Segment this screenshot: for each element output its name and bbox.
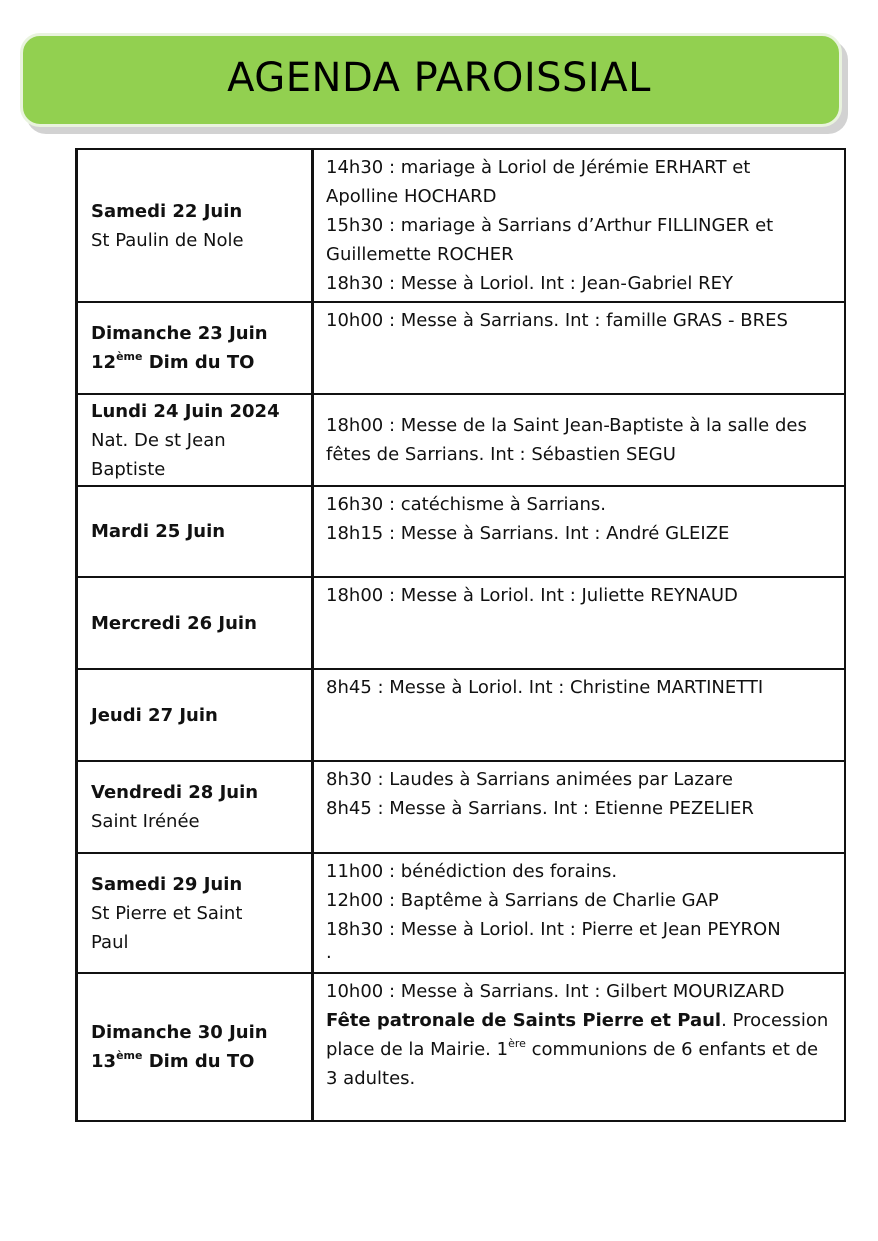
events-cell [313, 394, 846, 486]
day-subtitle: Baptiste [91, 458, 166, 480]
ordinal-suffix: ère [508, 1037, 526, 1050]
day-subtitle: St Pierre et Saint [91, 902, 243, 924]
ordinal-suffix: ème [116, 1049, 143, 1062]
feast-text: communions de 6 enfants et de [525, 1039, 819, 1060]
day-subtitle-text: Dim du TO [142, 352, 255, 373]
day-name: Samedi 22 Juin [91, 200, 243, 222]
day-name: Dimanche 23 Juin [91, 323, 268, 344]
ordinal-number: 13 [91, 1051, 117, 1072]
day-name: Lundi 24 Juin 2024 [91, 400, 280, 422]
day-cell [77, 973, 313, 1121]
event-line: Guillemette ROCHER [326, 244, 514, 265]
agenda-table [75, 148, 846, 1122]
event-line: 18h00 : Messe de la Saint Jean-Baptiste à la salle des [326, 415, 807, 436]
events-cell [313, 577, 846, 669]
event-line: 3 adultes. [326, 1068, 416, 1089]
day-name: Dimanche 30 Juin [91, 1022, 268, 1043]
page-title: AGENDA PAROISSIAL [227, 55, 651, 101]
event-line [326, 1035, 844, 1064]
table-row [77, 853, 846, 973]
day-subtitle: Nat. De st Jean [91, 429, 226, 451]
event-line: 14h30 : mariage à Loriol de Jérémie ERHART et [326, 157, 751, 178]
table-row [77, 973, 846, 1121]
event-line: 10h00 : Messe à Sarrians. Int : Gilbert MOURIZARD [326, 981, 785, 1002]
day-subtitle: Saint Irénée [91, 811, 200, 832]
event-line: Apolline HOCHARD [326, 186, 497, 207]
events-cell [313, 149, 846, 302]
events-cell [313, 761, 846, 853]
day-name: Vendredi 28 Juin [91, 782, 259, 803]
events-cell [313, 302, 846, 394]
ordinal-suffix: ème [116, 350, 143, 363]
event-line: 8h45 : Messe à Sarrians. Int : Etienne PEZELIER [326, 798, 754, 819]
table-row [77, 394, 846, 486]
event-line: . [326, 942, 332, 963]
event-line: 8h30 : Laudes à Sarrians animées par Lazare [326, 769, 733, 790]
ordinal-number: 12 [91, 352, 117, 373]
feast-text: place de la Mairie. 1 [326, 1039, 509, 1060]
day-name: Samedi 29 Juin [91, 873, 243, 895]
day-cell [77, 302, 313, 394]
table-row [77, 486, 846, 577]
day-subtitle-text: Dim du TO [142, 1051, 255, 1072]
table-row [77, 761, 846, 853]
day-subtitle: Paul [91, 931, 129, 953]
day-name: Jeudi 27 Juin [91, 704, 218, 726]
event-line: 8h45 : Messe à Loriol. Int : Christine MARTINETTI [326, 677, 764, 698]
day-subtitle [91, 348, 311, 377]
event-line: 15h30 : mariage à Sarrians d’Arthur FILLINGER et [326, 215, 774, 236]
feast-title: Fête patronale de Saints Pierre et Paul [326, 1010, 722, 1031]
day-cell [77, 577, 313, 669]
table-row [77, 669, 846, 761]
events-cell [313, 486, 846, 577]
event-line: 18h00 : Messe à Loriol. Int : Juliette REYNAUD [326, 585, 738, 606]
day-cell [77, 149, 313, 302]
event-line: 11h00 : bénédiction des forains. [326, 861, 618, 882]
day-cell [77, 669, 313, 761]
events-cell [313, 669, 846, 761]
event-line: 10h00 : Messe à Sarrians. Int : famille GRAS - BRES [326, 310, 788, 331]
event-line: 12h00 : Baptême à Sarrians de Charlie GAP [326, 890, 719, 911]
events-cell [313, 853, 846, 973]
event-line: 18h30 : Messe à Loriol. Int : Pierre et Jean PEYRON [326, 919, 781, 940]
event-line [326, 1006, 844, 1035]
table-row [77, 302, 846, 394]
event-line: fêtes de Sarrians. Int : Sébastien SEGU [326, 444, 676, 465]
day-cell [77, 853, 313, 973]
day-name: Mercredi 26 Juin [91, 612, 257, 634]
day-cell [77, 394, 313, 486]
event-line: 16h30 : catéchisme à Sarrians. [326, 494, 607, 515]
event-line: 18h15 : Messe à Sarrians. Int : André GLEIZE [326, 523, 730, 544]
day-subtitle [91, 1047, 311, 1076]
day-subtitle: St Paulin de Nole [91, 229, 244, 251]
events-cell [313, 973, 846, 1121]
event-line: 18h30 : Messe à Loriol. Int : Jean-Gabriel REY [326, 273, 733, 294]
table-row [77, 149, 846, 302]
feast-text: . Procession [721, 1010, 829, 1031]
day-cell [77, 486, 313, 577]
day-name: Mardi 25 Juin [91, 521, 226, 542]
table-row [77, 577, 846, 669]
day-cell [77, 761, 313, 853]
